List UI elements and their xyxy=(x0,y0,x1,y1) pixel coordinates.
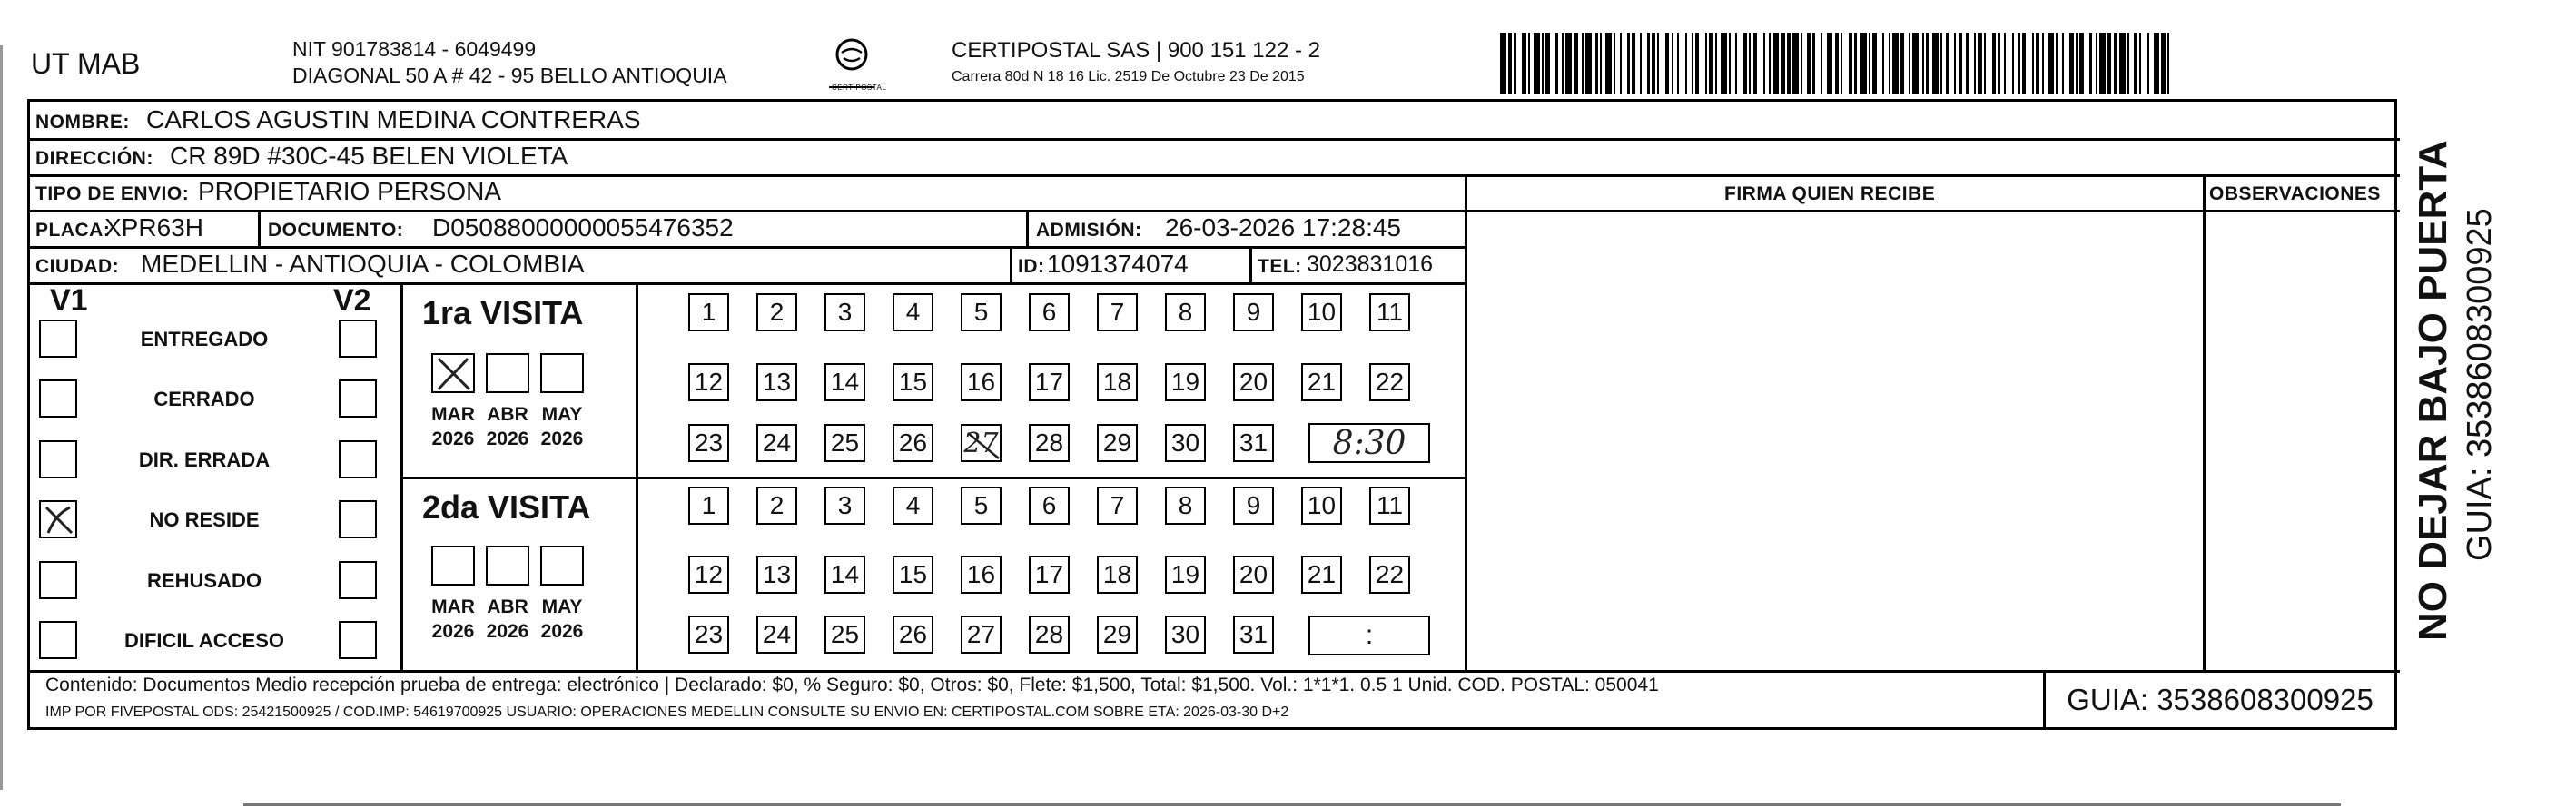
month-name: MAR xyxy=(431,404,475,425)
barcode-bar xyxy=(1659,33,1665,94)
logo-text: CERTIPOSTAL xyxy=(832,84,887,92)
day-checkbox[interactable] xyxy=(1301,487,1342,525)
day-checkbox[interactable] xyxy=(893,616,933,654)
day-checkbox[interactable] xyxy=(1369,556,1410,594)
day-number: 3 xyxy=(837,491,853,519)
day-checkbox[interactable] xyxy=(688,424,729,462)
barcode-bar xyxy=(2099,33,2106,94)
day-number: 17 xyxy=(1034,368,1064,396)
check-mark-icon xyxy=(41,502,77,538)
day-number: 19 xyxy=(1170,368,1200,396)
day-checkbox[interactable] xyxy=(1165,556,1206,594)
barcode-bar xyxy=(1605,33,1612,94)
month-year: 2026 xyxy=(486,621,529,642)
barcode-bar xyxy=(1550,33,1556,94)
day-number: 28 xyxy=(1034,620,1064,648)
sender-address: DIAGONAL 50 A # 42 - 95 BELLO ANTIOQUIA xyxy=(292,64,727,87)
day-number: 25 xyxy=(830,620,860,648)
barcode-bar xyxy=(2154,33,2160,94)
day-checkbox[interactable] xyxy=(756,424,797,462)
month-checkbox[interactable] xyxy=(540,353,584,393)
documento-label: DOCUMENTO: xyxy=(268,220,404,241)
day-checkbox[interactable] xyxy=(1097,293,1138,331)
day-number: 23 xyxy=(694,620,724,648)
day-checkbox[interactable] xyxy=(1369,293,1410,331)
barcode-bar xyxy=(1815,33,1821,94)
day-checkbox[interactable] xyxy=(893,424,933,462)
day-number: 22 xyxy=(1375,368,1405,396)
day-number: 15 xyxy=(898,560,928,588)
day-checkbox[interactable] xyxy=(1097,363,1138,401)
day-number: 20 xyxy=(1239,560,1268,588)
day-checkbox[interactable] xyxy=(1029,363,1070,401)
barcode-bar xyxy=(2119,33,2126,94)
barcode-bar xyxy=(2169,33,2176,94)
day-checkbox[interactable] xyxy=(688,487,729,525)
day-checkbox[interactable] xyxy=(688,363,729,401)
barcode-bar xyxy=(1842,33,1849,94)
day-number: 29 xyxy=(1102,620,1132,648)
day-checkbox[interactable] xyxy=(1233,616,1274,654)
direccion-label: DIRECCIÓN: xyxy=(35,148,153,169)
month-checkbox[interactable] xyxy=(540,546,584,586)
day-number: 2 xyxy=(769,491,785,519)
barcode-bar xyxy=(1500,33,1506,94)
day-number: 16 xyxy=(966,368,996,396)
delivery-form xyxy=(27,99,2397,730)
day-number: 30 xyxy=(1170,429,1200,457)
day-checkbox[interactable] xyxy=(824,487,865,525)
month-name: MAR xyxy=(431,596,475,617)
side-guia: GUIA: 3538608300925 xyxy=(2461,208,2499,561)
day-number: 8 xyxy=(1178,491,1193,519)
day-number: 30 xyxy=(1170,620,1200,648)
day-number: 11 xyxy=(1376,298,1404,326)
day-number: 15 xyxy=(898,368,928,396)
barcode-bar xyxy=(1892,33,1899,94)
month-name: MAY xyxy=(541,404,583,425)
day-checkbox[interactable] xyxy=(1029,487,1070,525)
day-checkbox[interactable] xyxy=(824,616,865,654)
barcode-bar xyxy=(1827,33,1833,94)
day-checkbox[interactable] xyxy=(1301,363,1342,401)
status-option-label: REHUSADO xyxy=(147,569,262,592)
day-number: 16 xyxy=(966,560,996,588)
admision-label: ADMISIÓN: xyxy=(1036,220,1142,241)
barcode-bar xyxy=(1622,33,1628,94)
day-checkbox[interactable] xyxy=(688,616,729,654)
footer-print-info: IMP POR FIVEPOSTAL ODS: 25421500925 / COD.IMP: 54619700925 USUARIO: OPERACIONES MEDELLIN CONSULTE SU ENVIO EN: CERTIPOSTAL.COM SOBRE ETA: 2026-03-30 D+2 xyxy=(45,705,1289,720)
day-checkbox[interactable] xyxy=(1301,556,1342,594)
col-divider xyxy=(1026,210,1029,246)
day-checkbox[interactable] xyxy=(688,293,729,331)
day-checkbox[interactable] xyxy=(893,487,933,525)
first-visit-time-value: 8:30 xyxy=(1332,424,1406,462)
row-divider xyxy=(1465,210,2400,212)
v1-checkbox[interactable] xyxy=(39,621,77,659)
side-warning: NO DEJAR BAJO PUERTA xyxy=(2411,140,2455,641)
status-option-label: DIR. ERRADA xyxy=(138,448,271,471)
status-option-label: CERRADO xyxy=(153,388,255,410)
barcode-bar xyxy=(1860,33,1867,94)
id-value: 1091374074 xyxy=(1047,250,1189,278)
barcode-bar xyxy=(2026,33,2032,94)
nombre-label: NOMBRE: xyxy=(35,112,130,133)
left-edge-mark xyxy=(0,45,3,790)
day-checkbox[interactable] xyxy=(961,487,1002,525)
nombre-value: CARLOS AGUSTIN MEDINA CONTRERAS xyxy=(146,105,641,133)
status-option-label: NO RESIDE xyxy=(149,508,260,531)
month-year: 2026 xyxy=(486,429,529,449)
day-number: 8 xyxy=(1178,298,1193,326)
month-checkbox[interactable] xyxy=(486,546,529,586)
barcode-bar xyxy=(2048,33,2054,94)
ciudad-value: MEDELLIN - ANTIOQUIA - COLOMBIA xyxy=(141,250,585,278)
day-checkbox[interactable] xyxy=(1233,556,1274,594)
col-divider xyxy=(1249,246,1252,282)
v1-checkbox[interactable] xyxy=(39,320,77,358)
day-checkbox[interactable] xyxy=(756,556,797,594)
observaciones-label: OBSERVACIONES xyxy=(2209,183,2381,204)
row-divider xyxy=(30,138,2400,141)
day-checkbox[interactable] xyxy=(961,363,1002,401)
day-number: 27 xyxy=(966,620,996,648)
day-checkbox[interactable] xyxy=(1165,293,1206,331)
tel-value: 3023831016 xyxy=(1307,251,1434,277)
day-number: 13 xyxy=(762,560,792,588)
day-number: 12 xyxy=(694,560,724,588)
first-visit-title: 1ra VISITA xyxy=(422,294,584,331)
ciudad-label: CIUDAD: xyxy=(35,256,120,277)
barcode-bar xyxy=(1877,33,1883,94)
day-checkbox[interactable] xyxy=(893,556,933,594)
col-divider xyxy=(1010,246,1012,282)
day-number: 21 xyxy=(1307,368,1337,396)
day-checkbox[interactable] xyxy=(1165,363,1206,401)
day-number: 14 xyxy=(830,560,860,588)
day-checkbox[interactable] xyxy=(1029,556,1070,594)
day-number: 2 xyxy=(769,298,785,326)
v2-checkbox[interactable] xyxy=(339,500,377,538)
barcode-bar xyxy=(1721,33,1727,94)
day-checkbox[interactable] xyxy=(961,424,1002,462)
v1-checkbox[interactable] xyxy=(39,379,77,418)
day-number: 9 xyxy=(1246,298,1261,326)
carrier-license: Carrera 80d N 18 16 Lic. 2519 De Octubre 23 De 2015 xyxy=(952,69,1305,84)
month-year: 2026 xyxy=(431,429,475,449)
day-checkbox[interactable] xyxy=(756,363,797,401)
day-number: 26 xyxy=(898,429,928,457)
day-checkbox[interactable] xyxy=(893,363,933,401)
v1-checkbox[interactable] xyxy=(39,500,77,538)
sender-company: UT MAB xyxy=(31,47,141,80)
day-number: 7 xyxy=(1110,298,1125,326)
day-checkbox[interactable] xyxy=(893,293,933,331)
barcode-bar xyxy=(1642,33,1648,94)
v2-checkbox[interactable] xyxy=(339,561,377,599)
day-number: 10 xyxy=(1307,491,1337,519)
day-checkbox[interactable] xyxy=(824,293,865,331)
row-divider xyxy=(30,210,1465,212)
second-visit-title: 2da VISITA xyxy=(422,488,591,526)
direccion-value: CR 89D #30C-45 BELEN VIOLETA xyxy=(170,142,568,170)
barcode-bar xyxy=(1932,33,1939,94)
sender-nit: NIT 901783814 - 6049499 xyxy=(292,37,537,61)
month-label xyxy=(530,595,594,644)
day-checkbox[interactable] xyxy=(1097,556,1138,594)
placa-label: PLACA: xyxy=(35,220,111,241)
day-checkbox[interactable] xyxy=(824,424,865,462)
v2-checkbox[interactable] xyxy=(339,621,377,659)
day-checkbox[interactable] xyxy=(1369,487,1410,525)
day-number: 12 xyxy=(694,368,724,396)
day-number: 13 xyxy=(762,368,792,396)
day-number: 26 xyxy=(898,620,928,648)
day-number: 14 xyxy=(830,368,860,396)
guia-box: GUIA: 3538608300925 xyxy=(2043,670,2397,730)
barcode-bar xyxy=(1534,33,1540,94)
month-checkbox[interactable] xyxy=(431,353,475,393)
barcode-bar xyxy=(2084,33,2090,94)
day-number: 21 xyxy=(1307,560,1337,588)
barcode-bar xyxy=(1737,33,1743,94)
day-number: 5 xyxy=(973,298,989,326)
status-option-label: DIFICIL ACCESO xyxy=(123,629,284,652)
day-number: 3 xyxy=(837,298,853,326)
day-number: 7 xyxy=(1110,491,1125,519)
day-number: 4 xyxy=(905,298,921,326)
day-number: 6 xyxy=(1041,491,1057,519)
day-checkbox[interactable] xyxy=(1301,293,1342,331)
barcode-bar xyxy=(1516,33,1523,94)
tel-label: TEL: xyxy=(1258,256,1302,277)
day-checkbox[interactable] xyxy=(1233,424,1274,462)
day-checkbox[interactable] xyxy=(1165,487,1206,525)
day-number: 23 xyxy=(694,429,724,457)
placa-value: XPR63H xyxy=(104,213,203,241)
v1-heading: V1 xyxy=(50,283,88,318)
day-number: 25 xyxy=(830,429,860,457)
barcode-bar xyxy=(1699,33,1705,94)
day-checkbox[interactable] xyxy=(824,363,865,401)
day-checkbox[interactable] xyxy=(1233,487,1274,525)
col-divider xyxy=(1465,174,1467,670)
v2-checkbox[interactable] xyxy=(339,320,377,358)
day-checkbox[interactable] xyxy=(1233,363,1274,401)
barcode-bar xyxy=(1679,33,1685,94)
day-checkbox[interactable] xyxy=(756,487,797,525)
day-checkbox[interactable] xyxy=(824,556,865,594)
day-number: 20 xyxy=(1239,368,1268,396)
second-visit-time[interactable] xyxy=(1308,616,1430,655)
month-name: ABR xyxy=(487,404,528,425)
day-checkbox[interactable] xyxy=(756,616,797,654)
month-year: 2026 xyxy=(540,429,584,449)
day-number: 31 xyxy=(1239,429,1268,457)
second-visit-time-value: : xyxy=(1365,620,1374,650)
day-checkbox[interactable] xyxy=(1165,616,1206,654)
barcode-bar xyxy=(1986,33,1992,94)
day-number: 24 xyxy=(762,620,792,648)
barcode-bar xyxy=(1792,33,1799,94)
day-number: 17 xyxy=(1034,560,1064,588)
day-number: 18 xyxy=(1102,368,1132,396)
day-checkbox[interactable] xyxy=(1369,363,1410,401)
barcode-bar xyxy=(1949,33,1955,94)
bottom-cut-line xyxy=(243,803,2341,806)
day-checkbox[interactable] xyxy=(1233,293,1274,331)
month-checkbox[interactable] xyxy=(431,546,475,586)
day-checkbox[interactable] xyxy=(961,293,1002,331)
day-checkbox[interactable] xyxy=(1029,616,1070,654)
barcode-bar xyxy=(1912,33,1919,94)
day-checkbox[interactable] xyxy=(1029,424,1070,462)
admision-value: 26-03-2026 17:28:45 xyxy=(1165,213,1401,241)
documento-value: D05088000000055476352 xyxy=(432,213,734,241)
day-number: 1 xyxy=(701,491,716,519)
first-visit-time[interactable] xyxy=(1308,423,1430,463)
footer-contents: Contenido: Documentos Medio recepción prueba de entrega: electrónico | Declarado: $0, % Seguro: $0, Otros: $0, Flete: $1,500, Total: $1,500. Vol.: 1*1*1. 0.5 1 Unid. COD. POSTAL: 050041 xyxy=(45,675,1659,695)
day-number: 28 xyxy=(1034,429,1064,457)
day-number: 1 xyxy=(701,298,716,326)
day-number: 9 xyxy=(1246,491,1261,519)
sender-info xyxy=(292,36,727,89)
barcode-bar xyxy=(1585,33,1592,94)
month-checkbox[interactable] xyxy=(486,353,529,393)
day-number: 24 xyxy=(762,429,792,457)
day-number: 27 xyxy=(963,427,999,459)
month-year: 2026 xyxy=(540,621,584,642)
row-divider xyxy=(30,282,1465,285)
barcode-bar xyxy=(2141,33,2147,94)
day-checkbox[interactable] xyxy=(1097,424,1138,462)
barcode-bar xyxy=(2064,33,2070,94)
id-label: ID: xyxy=(1018,256,1045,277)
carrier-name: CERTIPOSTAL SAS | 900 151 122 - 2 xyxy=(952,38,1320,63)
v2-heading: V2 xyxy=(333,283,371,318)
tipo-envio-value: PROPIETARIO PERSONA xyxy=(198,177,501,205)
v1-checkbox[interactable] xyxy=(39,561,77,599)
barcode xyxy=(1500,33,2176,94)
month-year: 2026 xyxy=(431,621,475,642)
check-mark-icon xyxy=(433,355,475,393)
day-checkbox[interactable] xyxy=(961,616,1002,654)
month-name: MAY xyxy=(541,596,583,617)
day-checkbox[interactable] xyxy=(1165,424,1206,462)
barcode-bar xyxy=(1757,33,1763,94)
month-label xyxy=(530,402,594,451)
v2-checkbox[interactable] xyxy=(339,440,377,478)
day-number: 4 xyxy=(905,491,921,519)
firma-label: FIRMA QUIEN RECIBE xyxy=(1724,183,1936,204)
day-number: 19 xyxy=(1170,560,1200,588)
day-number: 31 xyxy=(1239,620,1268,648)
barcode-bar xyxy=(1969,33,1975,94)
day-checkbox[interactable] xyxy=(961,556,1002,594)
col-divider xyxy=(400,282,403,670)
day-number: 6 xyxy=(1041,298,1057,326)
day-number: 5 xyxy=(973,491,989,519)
v2-checkbox[interactable] xyxy=(339,379,377,418)
day-checkbox[interactable] xyxy=(1097,616,1138,654)
day-number: 29 xyxy=(1102,429,1132,457)
day-number: 18 xyxy=(1102,560,1132,588)
day-number: 22 xyxy=(1375,560,1405,588)
tipo-envio-label: TIPO DE ENVIO: xyxy=(35,183,190,204)
day-checkbox[interactable] xyxy=(756,293,797,331)
day-checkbox[interactable] xyxy=(688,556,729,594)
month-name: ABR xyxy=(487,596,528,617)
day-checkbox[interactable] xyxy=(1097,487,1138,525)
barcode-bar xyxy=(2006,33,2012,94)
v1-checkbox[interactable] xyxy=(39,440,77,478)
col-divider xyxy=(2203,174,2206,670)
day-checkbox[interactable] xyxy=(1029,293,1070,331)
barcode-bar xyxy=(1565,33,1572,94)
visit-divider xyxy=(400,477,1465,479)
col-divider xyxy=(636,282,638,670)
barcode-bar xyxy=(1773,33,1780,94)
status-option-label: ENTREGADO xyxy=(140,328,269,350)
col-divider xyxy=(258,210,261,246)
day-number: 11 xyxy=(1376,491,1404,519)
day-number: 10 xyxy=(1307,298,1337,326)
